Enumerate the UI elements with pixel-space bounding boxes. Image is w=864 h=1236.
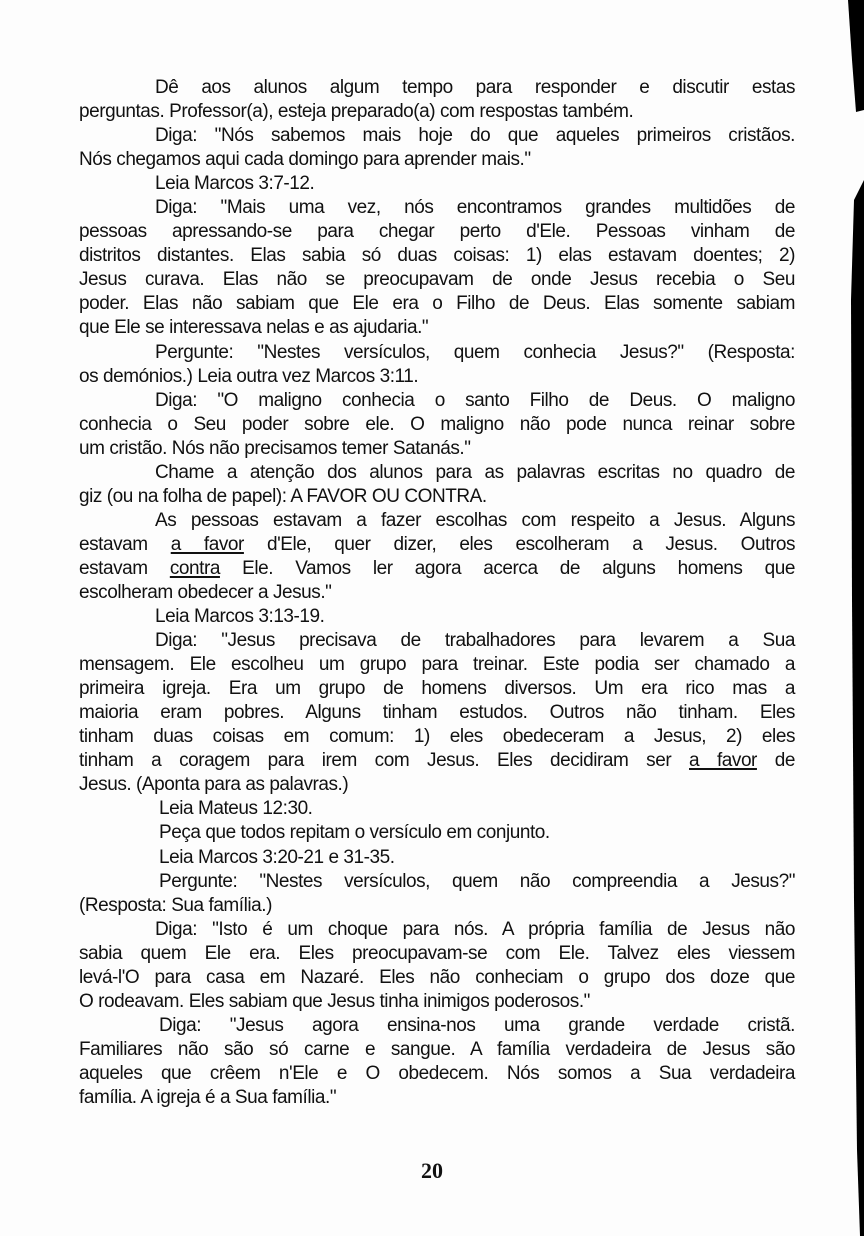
text-line <box>79 365 795 389</box>
text-line <box>79 268 795 292</box>
text-segment: maioria eram pobres. Alguns tinham estudos. Outros não tinham. Eles <box>79 702 795 724</box>
text-line <box>79 749 795 773</box>
text-segment: Chame a atenção dos alunos para as palavras escritas no quadro de <box>155 461 795 483</box>
text-line <box>79 773 795 797</box>
text-line <box>79 629 795 653</box>
text-segment: um cristão. Nós não precisamos temer Satanás." <box>79 437 471 459</box>
text-line <box>79 990 795 1014</box>
text-segment: os demónios.) Leia outra vez Marcos 3:11. <box>79 365 419 387</box>
text-line <box>79 172 795 196</box>
text-line <box>79 557 795 581</box>
text-segment: Diga: "Isto é um choque para nós. A própria família de Jesus não <box>155 918 795 940</box>
text-segment: Diga: "Mais uma vez, nós encontramos grandes multidões de <box>155 197 795 219</box>
text-segment: d'Ele, quer dizer, eles escolheram a Jesus. Outros <box>243 533 795 555</box>
text-line <box>79 292 795 316</box>
text-line <box>79 461 795 485</box>
text-segment: Leia Mateus 12:30. <box>159 798 313 820</box>
text-segment: tinham a coragem para irem com Jesus. Eles decidiram ser <box>79 750 690 772</box>
text-line <box>79 942 795 966</box>
text-line <box>79 821 795 845</box>
text-segment: Leia Marcos 3:13-19. <box>155 606 325 628</box>
underlined-text: a favor <box>689 750 757 772</box>
text-segment: de <box>756 750 795 772</box>
text-line <box>79 605 795 629</box>
text-line <box>79 244 795 268</box>
text-line <box>79 1062 795 1086</box>
page-number: 20 <box>421 1158 443 1183</box>
text-line <box>79 485 795 509</box>
text-segment: Jesus curava. Elas não se preocupavam de onde Jesus recebia o Seu <box>79 269 795 291</box>
text-segment: Dê aos alunos algum tempo para responder e discutir estas <box>155 77 795 98</box>
text-segment: que Ele se interessava nelas e as ajudaria." <box>79 317 429 339</box>
text-line <box>79 677 795 701</box>
text-line <box>79 341 795 365</box>
text-line <box>79 653 795 677</box>
text-line <box>79 918 795 942</box>
text-segment: Leia Marcos 3:20-21 e 31-35. <box>159 846 395 868</box>
text-line <box>79 509 795 533</box>
text-segment: conhecia o Seu poder sobre ele. O maligno não pode nunca reinar sobre <box>79 413 795 435</box>
text-line <box>79 533 795 557</box>
text-segment: poder. Elas não sabiam que Ele era o Filho de Deus. Elas somente sabiam <box>79 293 795 315</box>
text-segment: As pessoas estavam a fazer escolhas com respeito a Jesus. Alguns <box>155 509 795 531</box>
text-line <box>79 581 795 605</box>
text-segment: Diga: "O maligno conhecia o santo Filho de Deus. O maligno <box>155 389 795 411</box>
text-line <box>79 316 795 340</box>
text-segment: sabia quem Ele era. Eles preocupavam-se com Ele. Talvez eles viessem <box>79 942 795 964</box>
text-segment: distritos distantes. Elas sabia só duas coisas: 1) elas estavam doentes; 2) <box>79 245 795 267</box>
text-segment: Pergunte: "Nestes versículos, quem conhecia Jesus?" (Resposta: <box>155 341 795 363</box>
text-segment: Ele. Vamos ler agora acerca de alguns homens que <box>219 557 795 579</box>
text-segment: levá-l'O para casa em Nazaré. Eles não conheciam o grupo dos doze que <box>79 966 795 988</box>
text-segment: estavam <box>79 557 170 579</box>
text-line <box>79 124 795 148</box>
text-line <box>79 725 795 749</box>
text-line <box>79 1038 795 1062</box>
text-segment: Leia Marcos 3:7-12. <box>155 173 315 195</box>
text-line <box>79 870 795 894</box>
text-segment: aqueles que crêem n'Ele e O obedecem. Nós somos a Sua verdadeira <box>79 1062 795 1084</box>
scan-edge-main <box>851 180 864 1236</box>
text-line <box>79 220 795 244</box>
text-line <box>79 413 795 437</box>
text-line <box>79 76 795 100</box>
text-line <box>79 1014 795 1038</box>
text-segment: estavam <box>79 533 171 555</box>
text-line <box>79 701 795 725</box>
text-segment: mensagem. Ele escolheu um grupo para treinar. Este podia ser chamado a <box>79 654 795 676</box>
text-segment: Nós chegamos aqui cada domingo para aprender mais." <box>79 149 531 171</box>
text-line <box>79 100 795 124</box>
body-text <box>79 76 795 1110</box>
text-line <box>79 966 795 990</box>
text-segment: primeira igreja. Era um grupo de homens diversos. Um era rico mas a <box>79 678 795 700</box>
text-segment: Pergunte: "Nestes versículos, quem não compreendia a Jesus?" <box>159 870 795 892</box>
text-line <box>79 894 795 918</box>
text-line <box>79 1086 795 1110</box>
text-line <box>79 389 795 413</box>
text-segment: Diga: "Jesus agora ensina-nos uma grande verdade cristã. <box>159 1014 795 1036</box>
text-segment: Familiares não são só carne e sangue. A família verdadeira de Jesus são <box>79 1038 795 1060</box>
text-line <box>79 196 795 220</box>
text-line <box>79 437 795 461</box>
text-segment: Diga: "Nós sabemos mais hoje do que aqueles primeiros cristãos. <box>155 125 795 147</box>
text-segment: tinham duas coisas em comum: 1) eles obedeceram a Jesus, 2) eles <box>79 726 795 748</box>
scan-edge-top <box>848 0 864 112</box>
text-segment: Jesus. (Aponta para as palavras.) <box>79 774 349 796</box>
text-segment: perguntas. Professor(a), esteja preparado(a) com respostas também. <box>79 101 634 123</box>
scan-edge-shadow <box>834 0 864 1236</box>
text-line <box>79 846 795 870</box>
text-segment: (Resposta: Sua família.) <box>79 894 273 916</box>
underlined-text: contra <box>169 557 220 579</box>
text-segment: giz (ou na folha de papel): A FAVOR OU CONTRA. <box>79 485 487 507</box>
underlined-text: a favor <box>170 533 244 555</box>
text-line <box>79 797 795 821</box>
text-line <box>79 148 795 172</box>
text-segment: Peça que todos repitam o versículo em conjunto. <box>159 822 550 844</box>
text-segment: Diga: "Jesus precisava de trabalhadores para levarem a Sua <box>155 630 795 652</box>
text-segment: pessoas apressando-se para chegar perto d'Ele. Pessoas vinham de <box>79 221 795 243</box>
text-segment: escolheram obedecer a Jesus." <box>79 581 332 603</box>
text-segment: O rodeavam. Eles sabiam que Jesus tinha inimigos poderosos." <box>79 990 590 1012</box>
text-segment: família. A igreja é a Sua família." <box>79 1086 337 1108</box>
